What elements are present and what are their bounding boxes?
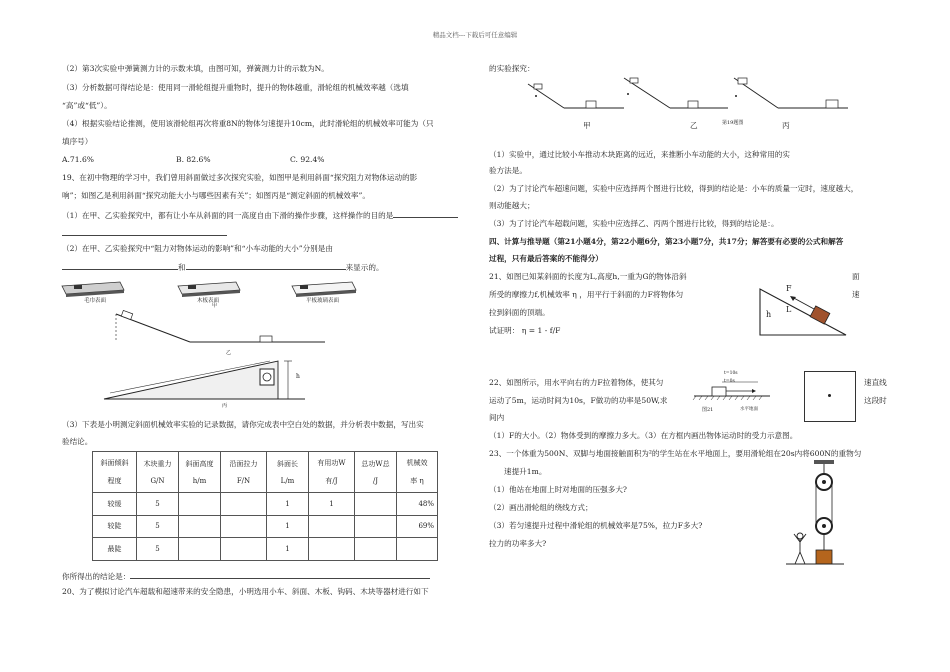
ramp-cart-figure (110, 308, 330, 353)
wood-surface-label: 木板表面 (197, 298, 220, 304)
header-cell: 有用功W 有/J (309, 452, 355, 493)
towel-surface-board (62, 282, 124, 297)
center-point (828, 394, 831, 397)
q23-line2: 速提升1m。 (504, 467, 547, 476)
table-row: 最陡 5 1 (93, 538, 438, 561)
glass-surface-board (292, 282, 356, 297)
figure-label-jia: 甲 (583, 121, 591, 130)
q20-part3: （3）为了讨论汽车超载问题，实验中应选择乙、丙两个图进行比较，得到的结论是：。 (489, 219, 779, 228)
q20-continued: 的实验探究： (489, 64, 535, 73)
q23-pulley-figure (786, 460, 846, 570)
section-4-heading-line1: 四、计算与推导题（第21小题4分，第22小题6分，第23小题7分，共17分；解答要有必要的公式和解答 (489, 237, 844, 246)
q20-part2-line2: 则动能越大； (489, 201, 535, 210)
q20-line1: 20、为了模拟讨论汽车超载和超速带来的安全隐患，小明选用小车、斜面、木板、钩码、木块等器材进行如下 (62, 587, 429, 596)
answer-blank[interactable] (62, 261, 178, 270)
q23-part3: （3）若匀速提升过程中滑轮组的机械效率是75%，拉力F多大? (489, 521, 703, 530)
header-cell: 机械效 率 η (397, 452, 438, 493)
table-row: 较缓 5 1 1 48% (93, 493, 438, 516)
page-header: 精品文档---下载后可任意编辑 (432, 31, 518, 39)
conclusion-line: 你所得出的结论是： (62, 570, 430, 582)
height-label-h: h (296, 373, 300, 380)
header-cell: 总功W总 /J (355, 452, 397, 493)
q18-part4-line1: （4）根据实验结论推测，使用该滑轮组再次将重8N的物体匀速提升10cm，此时滑轮组的机械效率可能为（只 (62, 119, 434, 128)
record-table (92, 451, 438, 561)
force-label-F: F (786, 284, 792, 293)
q21-line1: 21、如图已知某斜面的长度为L,高度h,一重为G的物体沿斜 (489, 272, 687, 281)
section-4-heading-line2: 过程，只有最后答案的不能得分） (489, 254, 603, 263)
q20-part1-line2: 验方法是。 (489, 166, 527, 175)
q22-line3: 间内 (489, 413, 505, 422)
q21-line3: 拉到斜面的顶端。 (489, 308, 550, 317)
table-header-row (93, 452, 438, 493)
q21-line2: 所受的摩擦力f,机械效率 η ，用平行于斜面的力F将物体匀 (489, 290, 684, 299)
q23-part4: 拉力的功率多大? (489, 539, 547, 548)
q19-part2-line1: （2）在甲、乙实验探究中“阻力对物体运动的影响”和“小车动能的大小”分别是由 (62, 244, 333, 253)
q19-part2-line2: 和 来显示的。 (62, 261, 384, 273)
q21-line2-end: 速 (852, 290, 860, 299)
q19-part3-line1: （3）下表是小明测定斜面机械效率实验的记录数据，请你完成表中空白处的数据，并分析表中数据，写出实 (62, 420, 424, 429)
ground-label: 水平地面 (740, 407, 758, 412)
answer-blank[interactable] (130, 570, 430, 579)
figure-caption: 第19题图 (722, 120, 744, 126)
header-cell: 木块重力 G/N (137, 452, 179, 493)
force-diagram-box[interactable] (804, 371, 856, 422)
q23-line1: 23、一个体重为500N、双脚与地面接触面积为²的学生站在水平地面上，要用滑轮组在20s内将600N的重物匀 (489, 449, 862, 458)
answer-blank[interactable] (186, 261, 346, 270)
option-a: A.71.6% (62, 155, 95, 164)
experiment-yi (624, 78, 728, 108)
figure-label-yi: 乙 (690, 121, 698, 130)
header-cell: 斜面倾斜 程度 (93, 452, 137, 493)
towel-surface-label: 毛巾表面 (84, 298, 107, 304)
q19-part1-cont (62, 227, 227, 239)
figure-label-bing: 丙 (222, 403, 228, 409)
q20-part2-line1: （2）为了讨论汽车超速问题，实验中应选择两个图进行比较，得到的结论是：小车的质量一定时，速度越大， (489, 184, 859, 193)
time-label-end: t=10s (724, 371, 738, 376)
q22-line1-end: 速直线 (864, 378, 887, 387)
experiment-jia (528, 84, 624, 108)
answer-blank[interactable] (393, 209, 458, 218)
header-cell: 沿面拉力 F/N (221, 452, 267, 493)
header-cell: 斜面高度 h/m (179, 452, 221, 493)
wood-surface-board (178, 282, 240, 297)
header-cell: 斜面长 L/m (267, 452, 309, 493)
answer-blank[interactable] (62, 227, 227, 236)
q22-line2-end: 这段时 (864, 396, 887, 405)
glass-surface-label: 平板玻璃表面 (306, 298, 340, 304)
figure-label-yi: 乙 (226, 350, 232, 356)
q18-part3-line1: （3）分析数据可得结论是：使用同一滑轮组提升重物时，提升的物体越重，滑轮组的机械效率越（选填 (62, 83, 409, 92)
q23-part1: （1）他站在地面上时对地面的压强多大? (489, 485, 627, 494)
table-row: 较陡 5 1 69% (93, 515, 438, 538)
q23-part2: （2）画出滑轮组的绕线方式； (489, 503, 593, 512)
q18-part3-line2: “高”或“低”）。 (62, 101, 112, 110)
length-label-L: L (786, 305, 792, 314)
figure-number: 图21 (702, 407, 714, 413)
q22-line1: 22、如图所示，用水平向右的力F拉着物体，使其匀 (489, 378, 664, 387)
q19-part1: （1）在甲、乙实验探究中，都有让小车从斜面的同一高度自由下滑的操作步骤，这样操作的目的是 (62, 209, 458, 221)
option-b: B. 82.6% (176, 155, 211, 164)
experiment-bing (734, 78, 848, 108)
q19-line2: 响”；如图乙是利用斜面“探究动能大小与哪些因素有关”；如图丙是“测定斜面的机械效率”。 (62, 191, 370, 200)
q22-line2: 运动了5m，运动时间为10s，F做功的功率是50W,求 (489, 396, 668, 405)
figure-label-jia: 甲 (212, 303, 218, 309)
q22-questions: （1）F的大小。（2）物体受到的摩擦力多大。（3）在方框内画出物体运动时的受力示意图。 (489, 431, 798, 440)
height-label-h: h (766, 310, 772, 319)
time-label-start: t=0s (724, 379, 735, 384)
figure-label-bing: 丙 (782, 121, 790, 130)
incline-efficiency-figure (100, 355, 310, 405)
q19-part3-line2: 验结论。 (62, 437, 93, 446)
q19-line1: 19、在初中物理的学习中，我们曾用斜面做过多次探究实验，如图甲是利用斜面“探究阻力对物体运动的影 (62, 173, 418, 182)
q18-part4-line2: 填序号） (62, 137, 93, 146)
q20-part1-line1: （1）实验中，通过比较小车推动木块距离的远近，来推断小车动能的大小，这种常用的实 (489, 150, 790, 159)
q21-proof: 试证明： η = 1 - f/F (489, 326, 561, 335)
option-c: C. 92.4% (290, 155, 325, 164)
q21-line1-end: 面 (852, 272, 860, 281)
q20-experiment-figure (522, 76, 852, 118)
q18-part2: （2）第3次实验中弹簧测力计的示数未填，由图可知，弹簧测力计的示数为N。 (62, 64, 329, 73)
